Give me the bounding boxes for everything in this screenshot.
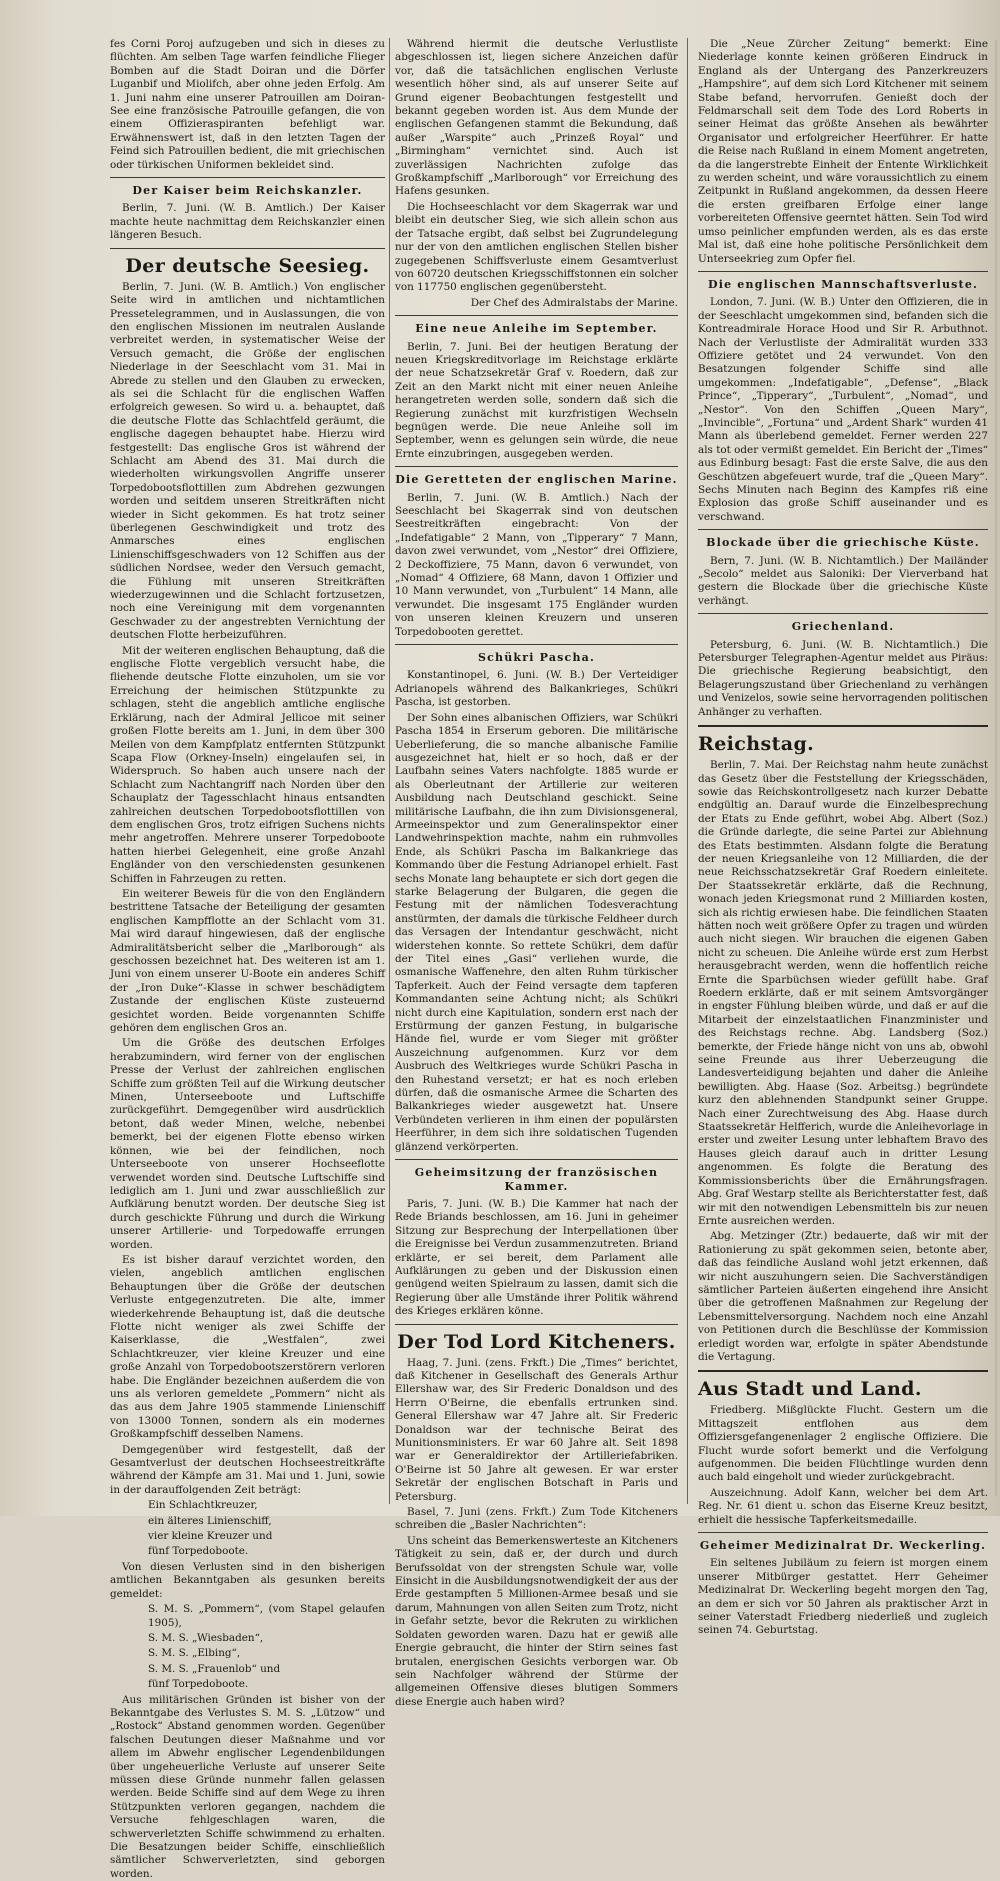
article-text: Aus militärischen Gründen ist bisher von der Bekanntgabe des Verlustes S. M. S. „Lützow“ und „Rostock“ Abstand genommen worden. Gegenüber falschen Deutungen dieser Maßnahme und vor allem im Abwehr englischer Legendenbildungen über ungeheuerliche Verluste auf unserer Seite müssen diese Gründe nunmehr fallen gelassen werden. Beide Schiffe sind auf dem Wege zu ihren Stützpunkten verloren gegangen, nachdem die Versuche fehlgeschlagen waren, die schwerverletzten Schiffe schwimmend zu erhalten. Die Besatzungen beider Schiffe, einschließlich sämtlicher Schwerverletzten, sind geborgen worden. bbox=[110, 1693, 385, 1880]
list-item: S. M. S. „Wiesbaden“, bbox=[148, 1631, 264, 1644]
headline-seesieg: Der deutsche Seesieg. bbox=[125, 254, 370, 277]
article-text: Konstantinopel, 6. Juni. (W. B.) Der Verteidiger Adrianopels während des Balkankrieges, Schükri Pascha, ist gestorben. bbox=[395, 669, 678, 709]
divider bbox=[395, 1324, 678, 1325]
column-left bbox=[110, 38, 385, 1880]
divider bbox=[395, 466, 678, 467]
divider bbox=[698, 613, 988, 614]
divider bbox=[110, 248, 385, 249]
article-text: London, 7. Juni. (W. B.) Unter den Offizieren, die in der Seeschlacht umgekommen sind, befanden sich die Kontreadmirale Horace Hood und Sir R. Arbuthnot. Nach der Verlustliste der Admiralität wurden 333 Offiziere getötet und 24 verwundet. Von den Besatzungen folgender Schiffe sind alle umgekommen: „Indefatigable“, „Defense“, „Black Prince“, „Tipperary“, „Turbulent“, „Nomad“, und „Nestor“. Von den Schiffen „Queen Mary“, „Invincible“, „Fortuna“ und „Ardent Shark“ wurden 41 Mann als überlebend gemeldet. Ferner werden 227 als tot oder vermißt gemeldet. Ein Bericht der „Times“ aus Edinburg besagt: Fast die erste Salve, die aus den Geschützen abgefeuert wurde, traf die „Queen Mary“. Sechs Minuten nach Beginn des Kampfes riß eine Explosion das große Schiff auseinander und es verschwand. bbox=[698, 296, 988, 523]
headline-kammer: Geheimsitzung der französischen Kammer. bbox=[414, 1166, 659, 1193]
article-text: Mit der weiteren englischen Behauptung, daß die englische Flotte vergeblich versucht habe, die fliehende deutsche Flotte einzuholen, um sie vor Erreichung der heimischen Stützpunkte zu schlagen, steht die angeblich amtliche englische Erklärung, nach der Admiral Jellicoe mit seiner großen Flotte bereits am 1. Juni, in dem über 300 Meilen von dem Kampfplatz entfernten Stützpunkt Scapa Flow (Orkney-Inseln) eingelaufen sei, in Widerspruch. So haben auch unsere nach der Schlacht zum Nachtangriff nach Norden über den Schauplatz der Tagesschlacht hinaus entsandten zahlreichen deutschen Torpedobootsflottillen von dem englischen Gros, trotz eifrigen Suchens nichts mehr angetroffen. Mehrere unserer Torpedoboote hatten hierbei Gelegenheit, eine große Anzahl Engländer von den verschiedensten gesunkenen Schiffen in Fahrzeugen zu retten. bbox=[110, 644, 385, 885]
article-text: Die „Neue Zürcher Zeitung“ bemerkt: Eine Niederlage konnte keinen größeren Eindruck in England als der Untergang des Panzerkreuzers „Hampshire“, auf dem sich Lord Kitchener mit seinem Stabe befand, hervorrufen. Genießt doch der Feldmarschall seit dem Tode des Lord Roberts in seiner Heimat das größte Ansehen als bewährter Organisator und erfolgreicher Heerführer. Er hatte die Reise nach Rußland in einem Moment angetreten, da die langerstrebte Einheit der Entente Wirklichkeit zu werden scheint, und wäre voraussichtlich zu einem Zeitpunkt in Rußland angekommen, da dessen Heere die ersten greifbaren Erfolge einer lange vorbereiteten Offensive geerntet hätten. Sein Tod wird umso peinlicher empfunden werden, als es das erste Mal ist, daß eine hohe politische Persönlichkeit dem Unterseekrieg zum Opfer fiel. bbox=[698, 38, 988, 265]
column-middle bbox=[395, 38, 678, 1708]
article-text: Abg. Metzinger (Ztr.) bedauerte, daß wir mit der Rationierung zu spät gekommen seien, betonte aber, daß das feindliche Ausland wohl jetzt erkennen, daß wir nicht auszuhungern seien. Die Sachverständigen sämtlicher Parteien äußerten eingehend ihre Ansicht über die getroffenen Maßnahmen zur Regelung der Lebensmittelversorgung. Nachdem noch eine Anzahl von Petitionen durch die Beschlüsse der Kommission erledigt worden war, erfolgte in später Abendstunde die Vertagung. bbox=[698, 1230, 988, 1363]
divider bbox=[110, 177, 385, 178]
article-text: Uns scheint das Bemerkenswerteste an Kitcheners Tätigkeit zu sein, daß er, der durch und durch Berufssoldat von der strengsten Schule war, volle Einsicht in die Ausbildungsnotwendigkeit der aus der Erde gestampften 5 Millionen-Armee besaß und sie darum, Mahnungen von allen Seiten zum Trotz, nicht in Gefahr setzte, bevor die Rekruten zu wirklichen Soldaten geworden waren. Dazu hat er gewiß alle Energie gebraucht, die hinter der Stirn seines fast brutalen, energischen Gesichts verborgen war. Ob sein Nachfolger während der Stürme der allgemeinen Offensive dieses blutigen Sommers diese Energie auch haben wird? bbox=[395, 1534, 678, 1708]
headline-mannschaft: Die englischen Mannschaftsverluste. bbox=[707, 277, 979, 291]
headline-stadt-land: Aus Stadt und Land. bbox=[698, 1378, 922, 1401]
divider bbox=[395, 1159, 678, 1160]
article-text: Der Sohn eines albanischen Offiziers, war Schükri Pascha 1854 in Erserum geboren. Die militärische Ueberlieferung, die so manche albanische Familie ausgezeichnet hat, hielt er so hoch, daß er der Laufbahn seines Vaters nachfolgte. 1885 wurde er als Oberleutnant der Artillerie zur weiteren Ausbildung nach Deutschland geschickt. Seine militärische Laufbahn, die ihn zum Divisionsgeneral, Armeeinspektor und zum Generalinspektor einer Landwehrinspektion machte, nahm ein ruhmvolles Ende, als Schükri Pascha im Balkankriege das Kommando über die Festung Adrianopel erhielt. Fast sechs Monate lang behauptete er sich dort gegen die starke Belagerung der Bulgaren, die gegen die Festung mit der nämlichen Todesverachtung anstürmten, der damals die türkische Feldheer durch das Versagen der Intendantur geschwächt, nicht widerstehen konnte. So rettete Schükri, dem dafür der Titel eines „Gasi“ verliehen wurde, die osmanische Waffenehre, den alten Ruhm türkischer Tapferkeit. Auch der Feind versagte dem tapferen Kommandanten seine Achtung nicht; als Schükri nicht durch eine Kapitulation, sondern erst nach der Erstürmung der ganzen Festung, in bulgarische Hände fiel, wurde er vom Sieger mit größter Auszeichnung aufgenommen. Kurz vor dem Ausbruch des Weltkrieges wurde Schükri Pascha in den Ruhestand versetzt; er hat es noch erleben dürfen, daß die osmanische Armee die Scharten des Balkankrieges wieder ausgewetzt hat. Unsere Verbündeten verlieren in ihm einen der populärsten Heerführer, in dem sich ihre soldatischen Tugenden glänzend verkörperten. bbox=[395, 711, 678, 1153]
article-text: Berlin, 7. Juni. Bei der heutigen Beratung der neuen Kriegskreditvorlage im Reichstage erklärte der neue Schatzsekretär Graf v. Roedern, daß zur Zeit an den Markt nicht mit einer neuen Anleihe herangetreten werden solle, sondern daß sich die Regierung zunächst mit kurzfristigen Wechseln begnügen werde. Die neue Anleihe soll im September, wenn es gelungen sein würde, die neue Ernte einzubringen, ausgegeben werden. bbox=[395, 340, 678, 460]
column-rule bbox=[687, 38, 688, 1504]
article-text: Auszeichnung. Adolf Kann, welcher bei dem Art. Reg. Nr. 61 dient u. schon das Eiserne Kreuz besitzt, erhielt die hessische Tapferkeitsmedaille. bbox=[698, 1486, 988, 1526]
divider bbox=[395, 315, 678, 316]
article-text: Ein seltenes Jubiläum zu feiern ist morgen einem unserer Mitbürger gestattet. Herr Geheimer Medizinalrat Dr. Weckerling begeht morgen den Tag, an dem er sich vor 50 Jahren als praktischer Arzt in seiner Vaterstadt Friedberg niederließ und zugleich seinen 74. Geburtstag. bbox=[698, 1557, 988, 1637]
headline-kitchener: Der Tod Lord Kitcheners. bbox=[397, 1330, 676, 1353]
list-item: ein älteres Linienschiff, bbox=[148, 1514, 272, 1527]
article-text: Bern, 7. Juni. (W. B. Nichtamtlich.) Der Mailänder „Secolo“ meldet aus Saloniki: Der Vierverband hat gestern die Blockade über die griechische Küste verhängt. bbox=[698, 554, 988, 607]
article-text: Während hiermit die deutsche Verlustliste abgeschlossen ist, liegen sichere Anzeichen dafür vor, daß die tatsächlichen englischen Verluste wesentlich höher sind, als auf unserer Seite auf Grund eigener Beobachtungen festgestellt und bekannt gegeben worden ist. Aus dem Munde der englischen Gefangenen stammt die Bekundung, daß außer „Warspite“ auch „Prinzeß Royal“ und „Birmingham“ vernichtet sind. Auch ist zuverlässigen Nachrichten zufolge das Großkampfschiff „Marlborough“ vor Erreichung des Hafens gesunken. bbox=[395, 38, 678, 198]
divider bbox=[698, 271, 988, 272]
signature: Der Chef des Admiralstabs der Marine. bbox=[470, 296, 678, 309]
headline-schukri: Schükri Pascha. bbox=[477, 651, 595, 665]
article-text: fes Corni Poroj aufzugeben und sich in dieses zu flüchten. Am selben Tage warfen feindliche Flieger Bomben auf die Stadt Doiran und die Dörfer Luganbif und Miolifch, aber ohne jeden Erfolg. Am 1. Juni nahm eine unserer Patrouillen am Doiran-See eine französische Patrouille gefangen, die von einem Offizieraspiranten befehligt war. Erwähnenswert ist, daß in den letzten Tagen der Feind sich Patrouillen bedient, die mit griechischen oder türkischen Uniformen bekleidet sind. bbox=[110, 38, 385, 171]
divider bbox=[698, 1370, 988, 1372]
article-text: Berlin, 7. Juni. (W. B. Amtlich.) Nach der Seeschlacht bei Skagerrak sind von deutschen Seestreitkräften eingebracht: Von der „Indefatigable“ 2 Mann, von „Tipperary“ 7 Mann, davon zwei verwundet, vom „Nestor“ drei Offiziere, 2 Deckoffiziere, 75 Mann, davon 6 verwundet, von „Nomad“ 4 Offiziere, 68 Mann, davon 1 Offizier und 10 Mann verwundet, von „Turbulent“ 14 Mann, alle verwundet. Die insgesamt 175 Engländer wurden von unseren kleinen Kreuzern und unseren Torpedobooten gerettet. bbox=[395, 491, 678, 638]
column-rule bbox=[389, 38, 390, 1504]
headline-griechenland: Griechenland. bbox=[791, 620, 895, 634]
page-edge bbox=[993, 40, 997, 1496]
headline-gerettet: Die Geretteten der englischen Marine. bbox=[395, 473, 678, 487]
list-item: Ein Schlachtkreuzer, bbox=[148, 1499, 258, 1512]
divider bbox=[698, 725, 988, 727]
list-item: vier kleine Kreuzer und bbox=[148, 1530, 273, 1543]
list-item: S. M. S. „Elbing“, bbox=[148, 1647, 241, 1660]
article-text: Um die Größe des deutschen Erfolges herabzumindern, wird ferner von der englischen Presse der Verlust der zahlreichen englischen Schiffe zum größten Teil auf die Wirkung deutscher Minen, Unterseeboote und Luftschiffe zurückgeführt. Demgegenüber wird ausdrücklich betont, daß weder Minen, welche, nebenbei bemerkt, bei der eigenen Flotte ebenso wirken können, wie bei der feindlichen, noch Unterseeboote von unserer Hochseeflotte verwendet worden sind. Deutsche Luftschiffe sind lediglich am 1. Juni und zwar ausschließlich zur Aufklärung benutzt worden. Der deutsche Sieg ist durch geschickte Führung und durch die Wirkung unserer Artillerie- und Torpedowaffe errungen worden. bbox=[110, 1037, 385, 1251]
article-text: Es ist bisher darauf verzichtet worden, den vielen, angeblich amtlichen englischen Behauptungen über die Größe der deutschen Verluste entgegenzutreten. Die alte, immer wiederkehrende Behauptung ist, daß die deutsche Flotte nicht weniger als zwei Schiffe der Kaiserklasse, die „Westfalen“, zwei Schlachtkreuzer, vier kleine Kreuzer und eine große Anzahl von Torpedobootszerstörern verloren habe. Die Engländer bezeichnen außerdem die von uns als verloren gemeldete „Pommern“ nicht als das aus dem Jahre 1905 stammende Linienschiff von 13000 Tonnen, sondern als ein modernes Großkampfschiff desselben Namens. bbox=[110, 1253, 385, 1441]
article-text: Paris, 7. Juni. (W. B.) Die Kammer hat nach der Rede Briands beschlossen, am 16. Juni in geheimer Sitzung zur Besprechung der Interpellationen über die Ereignisse bei Verdun zusammenzutreten. Briand erklärte, er sei bereit, dem Parlament alle Aufklärungen zu geben und der Diskussion einen genügend weiten Spielraum zu lassen, damit sich die Regierung über alle Umstände ihrer Politik während des Krieges erklären könne. bbox=[395, 1197, 678, 1318]
article-text: Haag, 7. Juni. (zens. Frkft.) Die „Times“ berichtet, daß Kitchener in Gesellschaft des Generals Arthur Ellershaw war, des Sir Frederic Donaldson und des Herrn O'Beirne, die ebenfalls ertrunken sind. General Ellershaw war 47 Jahre alt. Sir Frederic Donaldson war der technische Beirat des Munitionsministers. Er war 60 Jahre alt. Seit 1898 war er Generaldirektor der Artilleriefabriken. O'Beirne ist 50 Jahre alt gewesen. Er war erster Sekretär der englischen Botschaft in Paris und Petersburg. bbox=[395, 1356, 678, 1503]
divider bbox=[698, 529, 988, 530]
list-item: fünf Torpedoboote. bbox=[148, 1545, 249, 1558]
article-text: Von diesen Verlusten sind in den bisherigen amtlichen Bekanntgaben als gesunken bereits gemeldet: bbox=[110, 1560, 385, 1600]
divider bbox=[395, 644, 678, 645]
column-right bbox=[698, 38, 988, 1637]
article-text: Die Hochseeschlacht vor dem Skagerrak war und bleibt ein deutscher Sieg, wie sich allein schon aus der Tatsache ergibt, daß selbst bei Zugrundelegung nur der von den amtlichen englischen Stellen bisher zugegebenen Schiffsverluste einem Gesamtverlust von 60720 deutschen Kriegsschiffstonnen ein solcher von 117750 englischen gegenübersteht. bbox=[395, 200, 678, 294]
list-item: S. M. S. „Pommern“, (vom Stapel gelaufen 1905), bbox=[148, 1603, 385, 1629]
headline-reichstag: Reichstag. bbox=[698, 733, 815, 756]
divider bbox=[698, 1532, 988, 1533]
article-text: Demgegenüber wird festgestellt, daß der Gesamtverlust der deutschen Hochseestreitkräfte während der Kämpfe am 31. Mai und 1. Juni, sowie in der darauffolgenden Zeit beträgt: bbox=[110, 1443, 385, 1496]
article-text: Basel, 7. Juni (zens. Frkft.) Zum Tode Kitcheners schreiben die „Basler Nachrichten“: bbox=[395, 1506, 678, 1532]
article-text: Petersburg, 6. Juni. (W. B. Nichtamtlich.) Die Petersburger Telegraphen-Agentur meldet aus Piräus: Die griechische Regierung beabsichtigt, den Belagerungszustand über Griechenland zu verhängen und Venizelos, sowie seine hervorragenden politischen Anhänger zu verhaften. bbox=[698, 638, 988, 718]
headline-kaiser: Der Kaiser beim Reichskanzler. bbox=[132, 184, 363, 198]
headline-anleihe: Eine neue Anleihe im September. bbox=[415, 322, 658, 336]
article-text: Friedberg. Mißglückte Flucht. Gestern um die Mittagszeit entflohen aus dem Offiziersgefangenenlager 2 englische Offiziere. Die Flucht wurde sofort bemerkt und die Verfolgung aufgenommen. Die beiden Flüchtlinge wurden denn auch bald eingeholt und wieder zurückgebracht. bbox=[698, 1404, 988, 1484]
article-text: Berlin, 7. Juni. (W. B. Amtlich.) Der Kaiser machte heute nachmittag dem Reichskanzler einen längeren Besuch. bbox=[110, 202, 385, 242]
article-text: Berlin, 7. Juni. (W. B. Amtlich.) Von englischer Seite wird in amtlichen und nichtamtlichen Pressetelegrammen, und in Auslassungen, die von den englischen Missionen im neutralen Auslande verbreitet werden, in systematischer Weise der Versuch gemacht, die Größe der englischen Niederlage in der Seeschlacht vom 31. Mai in Abrede zu stellen und den Glauben zu erwecken, als sei die Schlacht für die englischen Waffen erfolgreich gewesen. So wird u. a. behauptet, daß die deutsche Flotte das Schlachtfeld geräumt, die englische dagegen behauptet habe. Hierzu wird festgestellt: Das englische Gros ist während der Schlacht am Abend des 31. Mai durch die wiederholten wirkungsvollen Angriffe unserer Torpedobootsflottillen zum Abdrehen gezwungen worden und seitdem unseren Streitkräften nicht wieder in Sicht gekommen. Es hat trotz seiner überlegenen Geschwindigkeit und trotz des Anmarsches eines englischen Linienschiffsgeschwaders von 12 Schiffen aus der südlichen Nordsee, weder den Versuch gemacht, die Fühlung mit unseren Streitkräften wiederzugewinnen und die Schlacht fortzusetzen, noch eine Vereinigung mit dem vorgenannten Geschwader zu der angestrebten Vernichtung der deutschen Flotte herbeizuführen. bbox=[110, 280, 385, 642]
list-item: S. M. S. „Frauenlob“ und bbox=[148, 1662, 281, 1675]
list-item: fünf Torpedoboote. bbox=[148, 1678, 249, 1691]
article-text: Ein weiterer Beweis für die von den Engländern bestrittene Tatsache der Beteiligung der gesamten englischen Kampfflotte an der Schlacht vom 31. Mai wird darauf hingewiesen, daß der englische Admiralitätsbericht selber die „Marlborough“ als geschossen bezeichnet hat. Des weiteren ist am 1. Juni von einem unserer U-Boote ein anderes Schiff der „Iron Duke“-Klasse in schwer beschädigtem Zustande der englischen Küste zusteuernd gesichtet worden. Beide vorgenannten Schiffe gehören dem englischen Gros an. bbox=[110, 887, 385, 1035]
article-text: Berlin, 7. Mai. Der Reichstag nahm heute zunächst das Gesetz über die Feststellung der Kriegsschäden, sowie das Reichskontrollgesetz nach kurzer Debatte endgültig an. Darauf wurde die Einzelbesprechung der Etats zu Ende geführt, wobei Abg. Albert (Soz.) die Gründe darlegte, die seine Partei zur Ablehnung des Etats bestimmten. Alsdann folgte die Beratung der neuen Kriegsanleihe von 12 Milliarden, die der neue Reichsschatzsekretär Graf Roedern einleitete. Der Staatssekretär erklärte, daß die Rechnung, wonach jeden Kriegsmonat rund 2 Milliarden kosten, sich als richtig erwiesen habe. Die feindlichen Staaten hätten noch weit größere Opfer zu tragen und würden auch nicht siegen. Wir brauchen die eigenen Gaben nicht zu scheuen. Die Anleihe würde erst zum Herbst herausgebracht werden, wenn die hoffentlich reiche Ernte die Sparbüchsen wieder gefüllt habe. Graf Roedern erklärte, daß er mit seinem Amtsvorgänger in engster Fühlung bleiben würde, und daß er auf die Mitarbeit der einzelstaatlichen Finanzminister und des Reichstags rechne. Abg. Landsberg (Soz.) bemerkte, der Friede hänge nicht von uns ab, obwohl seine Freunde aus ihrer Ueberzeugung die Landesverteidigung bejahten und daher die Anleihe bewilligten. Abg. Haase (Soz. Arbeitsg.) begründete kurz den ablehnenden Standpunkt seiner Gruppe. Nach einer Zurechtweisung des Abg. Haase durch Staatssekretär Helfferich, wurde die Anleihevorlage in erster und zweiter Lesung unter lebhaftem Bravo des Hauses gleich darauf auch in dritter Lesung angenommen. Es folgte die Beratung des Kommissionsberichts über die Ernährungsfragen. Abg. Graf Westarp stellte als Berichterstatter fest, daß wir mit den notwendigen Lebensmitteln bis zur neuen Ernte ausreichen werden. bbox=[698, 759, 988, 1227]
headline-blockade: Blockade über die griechische Küste. bbox=[706, 536, 980, 550]
headline-weckerling: Geheimer Medizinalrat Dr. Weckerling. bbox=[699, 1539, 987, 1553]
